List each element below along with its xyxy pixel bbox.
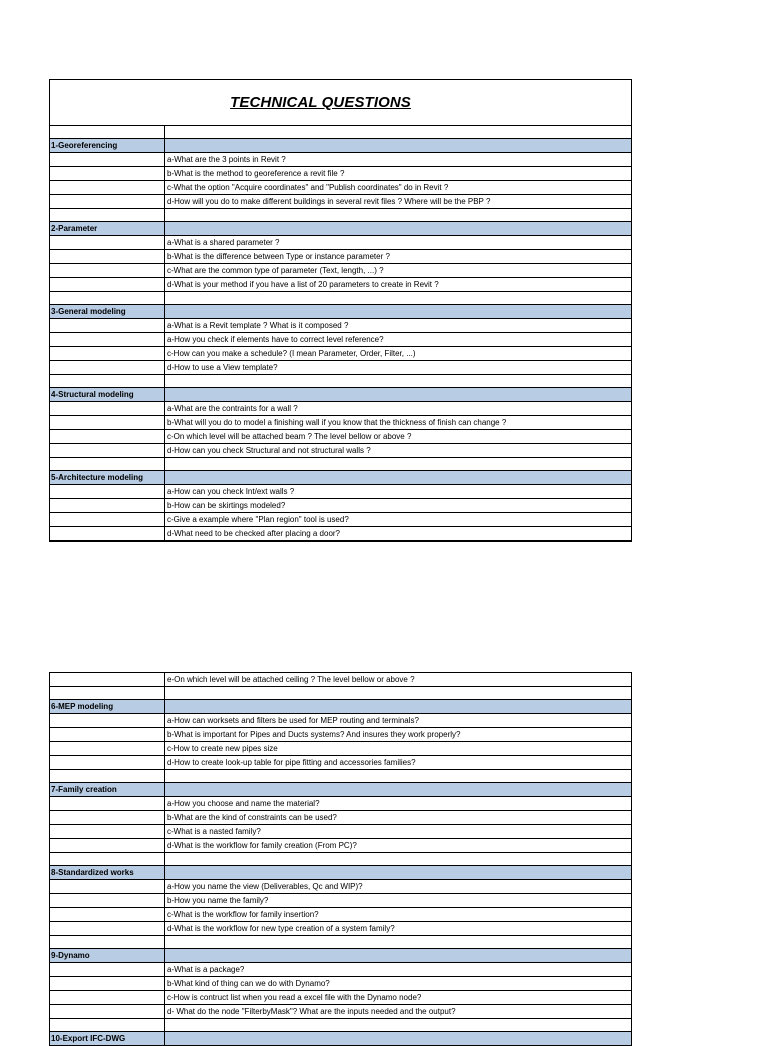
cell-a (50, 714, 165, 727)
section-title: 8-Standardized works (50, 866, 165, 879)
question-text: d- What do the node "FilterbyMask"? What are the inputs needed and the output? (167, 1007, 456, 1016)
cell-a (50, 402, 165, 415)
question-text: b-What are the kind of constraints can be used? (167, 813, 337, 822)
cell-a (50, 347, 165, 360)
cell-a (50, 756, 165, 769)
question-row (50, 991, 631, 1005)
cell-b (165, 139, 631, 152)
sheet-page-1 (49, 79, 632, 542)
cell-b (165, 126, 631, 138)
question-row (50, 728, 631, 742)
question-row (50, 742, 631, 756)
question-row (50, 250, 631, 264)
question-text: a-What is a Revit template ? What is it composed ? (167, 321, 349, 330)
question-text: d-What need to be checked after placing a door? (167, 529, 340, 538)
rows-page-2 (50, 673, 631, 1046)
question-row (50, 416, 631, 430)
question-text: d-What is the workflow for new type creation of a system family? (167, 924, 395, 933)
cell-a (50, 728, 165, 741)
rows-page-1 (50, 126, 631, 541)
question-row (50, 430, 631, 444)
cell-b (165, 866, 631, 879)
cell-a (50, 991, 165, 1004)
question-text: a-How you check if elements have to correct level reference? (167, 335, 384, 344)
question-text: b-What kind of thing can we do with Dynamo? (167, 979, 330, 988)
question-text: c-What the option "Acquire coordinates" and "Publish coordinates" do in Revit ? (167, 183, 449, 192)
blank-row (50, 687, 631, 700)
cell-b (165, 949, 631, 962)
sheet-page-2 (49, 672, 632, 1046)
cell-b (165, 700, 631, 713)
question-row (50, 825, 631, 839)
section-header-row (50, 222, 631, 236)
question-row (50, 195, 631, 209)
section-header-row (50, 471, 631, 485)
question-text: d-What is the workflow for family creation (From PC)? (167, 841, 357, 850)
cell-b (165, 222, 631, 235)
question-text: c-What are the common type of parameter (Text, length, ...) ? (167, 266, 384, 275)
cell-b (165, 375, 631, 387)
section-title: 6-MEP modeling (50, 700, 165, 713)
question-text: b-How you name the family? (167, 896, 269, 905)
section-header-row (50, 139, 631, 153)
question-row (50, 485, 631, 499)
question-row (50, 278, 631, 292)
question-text: c-What is the workflow for family insertion? (167, 910, 319, 919)
cell-a (50, 236, 165, 249)
question-text: a-What is a package? (167, 965, 245, 974)
blank-row (50, 292, 631, 305)
question-text: c-On which level will be attached beam ? The level bellow or above ? (167, 432, 412, 441)
question-row (50, 977, 631, 991)
section-title: 3-General modeling (50, 305, 165, 318)
section-title: 5-Architecture modeling (50, 471, 165, 484)
question-row (50, 513, 631, 527)
question-row (50, 402, 631, 416)
cell-a (50, 853, 165, 865)
cell-a (50, 963, 165, 976)
section-header-row (50, 1032, 631, 1046)
cell-b (165, 388, 631, 401)
question-row (50, 264, 631, 278)
page-title: TECHNICAL QUESTIONS (230, 94, 411, 111)
cell-b (165, 209, 631, 221)
cell-a (50, 513, 165, 526)
question-text: b-How can be skirtings modeled? (167, 501, 286, 510)
question-text: a-What are the 3 points in Revit ? (167, 155, 286, 164)
cell-a (50, 126, 165, 138)
question-text: d-What is your method if you have a list of 20 parameters to create in Revit ? (167, 280, 439, 289)
section-title: 7-Family creation (50, 783, 165, 796)
cell-a (50, 797, 165, 810)
section-header-row (50, 305, 631, 319)
question-text: a-What are the contraints for a wall ? (167, 404, 298, 413)
section-title: 10-Export IFC-DWG (50, 1032, 165, 1045)
cell-a (50, 444, 165, 457)
cell-a (50, 209, 165, 221)
cell-a (50, 742, 165, 755)
question-row (50, 361, 631, 375)
question-text: a-How can worksets and filters be used for MEP routing and terminals? (167, 716, 419, 725)
cell-a (50, 839, 165, 852)
cell-a (50, 1019, 165, 1031)
question-row (50, 811, 631, 825)
cell-b (165, 1019, 631, 1031)
question-text: b-What is the method to georeference a revit file ? (167, 169, 345, 178)
question-row (50, 963, 631, 977)
question-row (50, 673, 631, 687)
cell-a (50, 430, 165, 443)
cell-a (50, 195, 165, 208)
question-row (50, 908, 631, 922)
cell-a (50, 825, 165, 838)
question-row (50, 880, 631, 894)
cell-a (50, 527, 165, 540)
question-text: d-How will you do to make different buildings in several revit files ? Where will be the PBP ? (167, 197, 491, 206)
cell-b (165, 783, 631, 796)
question-text: b-What will you do to model a finishing wall if you know that the thickness of finish can change ? (167, 418, 507, 427)
section-header-row (50, 783, 631, 797)
cell-a (50, 458, 165, 470)
question-row (50, 499, 631, 513)
section-title: 9-Dynamo (50, 949, 165, 962)
cell-a (50, 264, 165, 277)
cell-a (50, 908, 165, 921)
question-text: a-How you name the view (Deliverables, Qc and WIP)? (167, 882, 363, 891)
cell-a (50, 485, 165, 498)
section-header-row (50, 700, 631, 714)
question-text: a-What is a shared parameter ? (167, 238, 280, 247)
question-row (50, 444, 631, 458)
cell-b (165, 853, 631, 865)
question-row (50, 167, 631, 181)
blank-row (50, 126, 631, 139)
question-text: c-How is contruct list when you read a excel file with the Dynamo node? (167, 993, 422, 1002)
cell-a (50, 977, 165, 990)
cell-a (50, 319, 165, 332)
question-text: c-Give a example where "Plan region" tool is used? (167, 515, 349, 524)
cell-a (50, 499, 165, 512)
question-text: d-How to use a View template? (167, 363, 278, 372)
question-row (50, 756, 631, 770)
cell-a (50, 292, 165, 304)
question-row (50, 1005, 631, 1019)
cell-b (165, 687, 631, 699)
cell-a (50, 375, 165, 387)
cell-a (50, 250, 165, 263)
blank-row (50, 375, 631, 388)
cell-a (50, 153, 165, 166)
cell-a (50, 278, 165, 291)
question-text: d-How can you check Structural and not structural walls ? (167, 446, 371, 455)
cell-b (165, 458, 631, 470)
question-row (50, 797, 631, 811)
blank-row (50, 936, 631, 949)
section-header-row (50, 388, 631, 402)
cell-a (50, 673, 165, 686)
cell-b (165, 305, 631, 318)
blank-row (50, 209, 631, 222)
blank-row (50, 853, 631, 866)
cell-b (165, 1032, 631, 1045)
title-row (50, 80, 631, 126)
question-row (50, 894, 631, 908)
cell-b (165, 936, 631, 948)
cell-b (165, 770, 631, 782)
question-row (50, 839, 631, 853)
cell-b (165, 471, 631, 484)
question-text: d-How to create look-up table for pipe fitting and accessories families? (167, 758, 416, 767)
question-text: b-What is important for Pipes and Ducts systems? And insures they work properly? (167, 730, 461, 739)
blank-row (50, 1019, 631, 1032)
question-text: a-How you choose and name the material? (167, 799, 320, 808)
question-text: a-How can you check Int/ext walls ? (167, 487, 295, 496)
cell-a (50, 770, 165, 782)
question-row (50, 333, 631, 347)
blank-row (50, 770, 631, 783)
section-header-row (50, 949, 631, 963)
question-text: c-How to create new pipes size (167, 744, 278, 753)
cell-b (165, 292, 631, 304)
cell-a (50, 936, 165, 948)
cell-a (50, 811, 165, 824)
section-title: 1-Georeferencing (50, 139, 165, 152)
cell-a (50, 181, 165, 194)
cell-a (50, 333, 165, 346)
question-row (50, 181, 631, 195)
section-title: 4-Structural modeling (50, 388, 165, 401)
section-title: 2-Parameter (50, 222, 165, 235)
cell-a (50, 894, 165, 907)
cell-a (50, 416, 165, 429)
question-row (50, 714, 631, 728)
question-text: e-On which level will be attached ceiling ? The level bellow or above ? (167, 675, 415, 684)
cell-a (50, 1005, 165, 1018)
blank-row (50, 458, 631, 471)
cell-a (50, 167, 165, 180)
question-text: c-What is a nasted family? (167, 827, 261, 836)
question-text: b-What is the difference between Type or instance parameter ? (167, 252, 390, 261)
question-row (50, 527, 631, 541)
question-row (50, 319, 631, 333)
question-row (50, 347, 631, 361)
cell-a (50, 922, 165, 935)
section-header-row (50, 866, 631, 880)
question-row (50, 153, 631, 167)
cell-a (50, 361, 165, 374)
question-row (50, 236, 631, 250)
question-row (50, 922, 631, 936)
cell-a (50, 687, 165, 699)
question-text: c-How can you make a schedule? (I mean Parameter, Order, Filter, ...) (167, 349, 416, 358)
cell-a (50, 880, 165, 893)
